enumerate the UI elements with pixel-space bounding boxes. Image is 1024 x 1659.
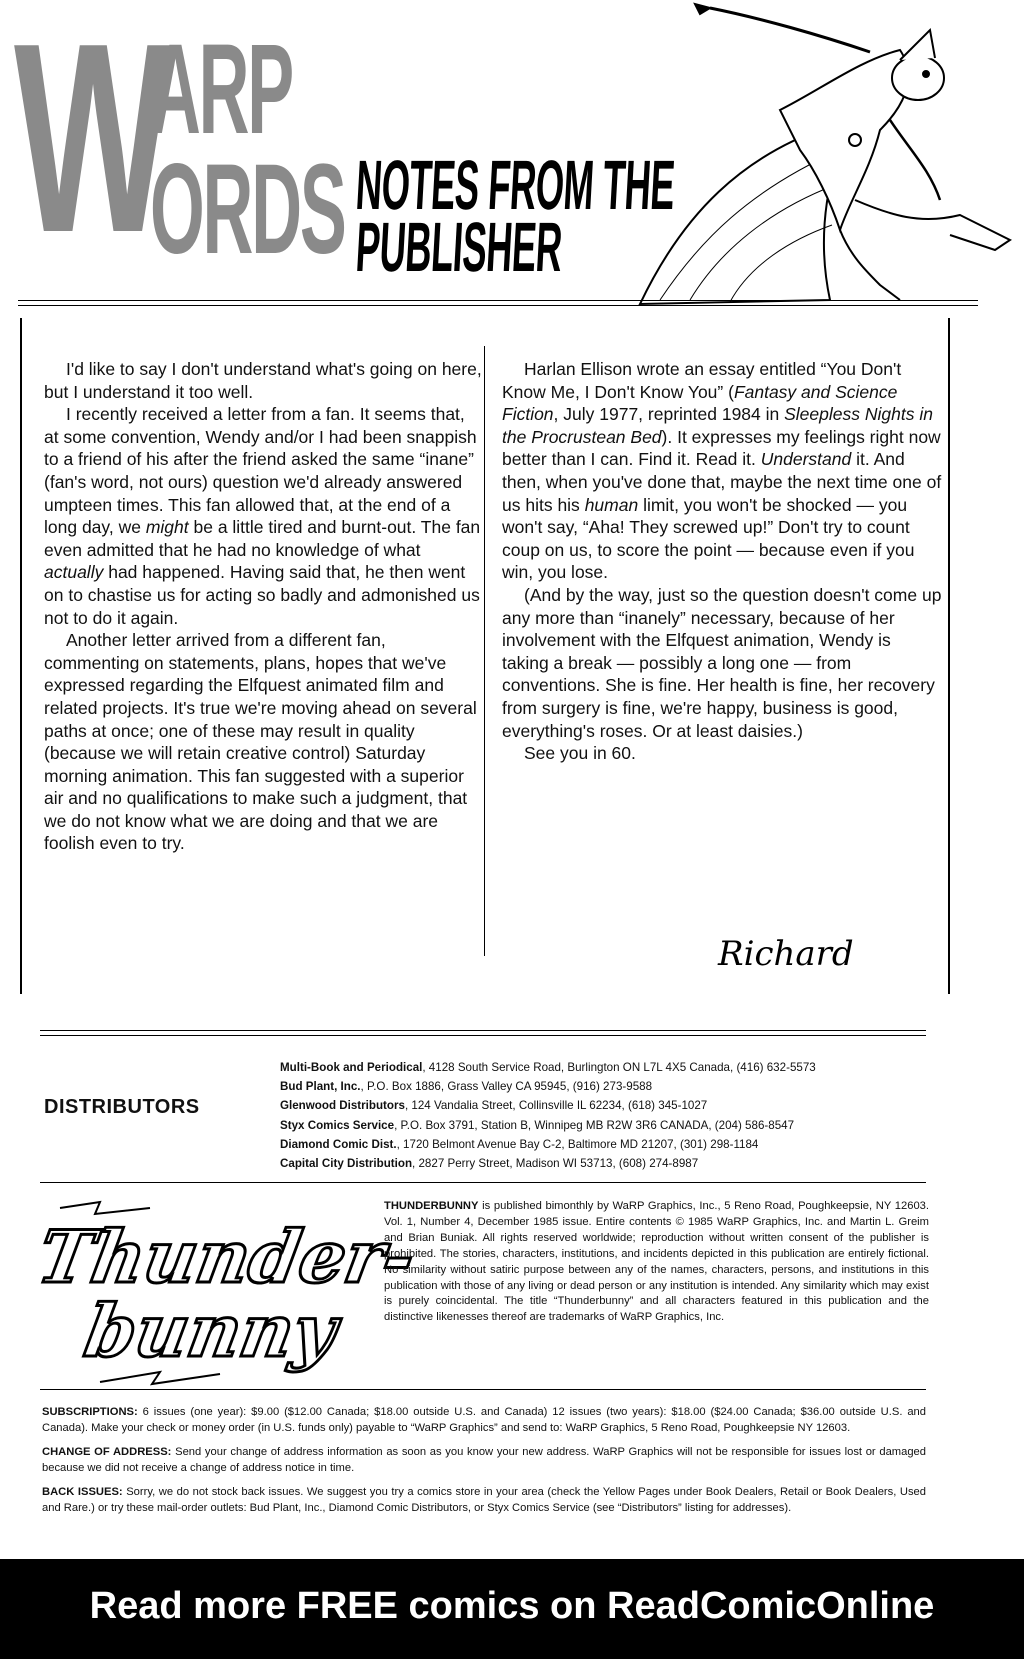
logo-word-ords: ORDS (150, 138, 345, 281)
article-paragraph (44, 629, 484, 855)
change-of-address-text: Send your change of address information as soon as you know your new address. WaRP Graphics will not be responsible for issues lost or damaged because we did not receive a change of address notice in time. (42, 1446, 926, 1474)
article-paragraph (44, 358, 484, 403)
distributor-address: , P.O. Box 3791, Station B, Winnipeg MB R2W 3R6 CANADA, (204) 586-8547 (394, 1118, 795, 1132)
distributors-divider (40, 1182, 926, 1183)
promo-banner-text[interactable]: Read more FREE comics on ReadComicOnline (89, 1585, 935, 1627)
italic-text: actually (44, 562, 104, 583)
distributor-entry (280, 1154, 930, 1173)
distributor-address: , 124 Vandalia Street, Collinsville IL 62234, (618) 345-1027 (404, 1099, 708, 1113)
distributor-entry (280, 1058, 930, 1077)
paragraph-text: be a little tired and burnt-out. The fan even admitted that he had no knowledge of what (44, 517, 481, 560)
logo-letter-w: W (14, 0, 170, 289)
logo-line-2: bunny (78, 1289, 343, 1374)
change-of-address-label: CHANGE OF ADDRESS: (42, 1446, 172, 1459)
distributor-entry (280, 1077, 930, 1096)
back-issues-label: BACK ISSUES: (42, 1486, 123, 1499)
publisher-signature (710, 925, 860, 985)
indicia-title: THUNDERBUNNY (384, 1200, 479, 1212)
distributor-address: , P.O. Box 1886, Grass Valley CA 95945, (916) 273-9588 (360, 1080, 653, 1094)
publication-indicia (384, 1199, 929, 1326)
column-divider (484, 346, 485, 956)
distributor-entry (280, 1096, 930, 1115)
paragraph-text: Harlan Ellison wrote an essay entitled “You Don't Know Me, I Don't Know You” ( (502, 359, 902, 402)
logo-line-1: Thunder- (31, 1215, 422, 1300)
distributor-entry (280, 1116, 930, 1135)
flying-hero-illustration (600, 0, 1024, 305)
signature-text: Richard (718, 934, 854, 974)
distributor-entry (280, 1135, 930, 1154)
publisher-notes-article (20, 318, 950, 994)
paragraph-text: I recently received a letter from a fan. It seems that, at some convention, Wendy and/or I had been snappish to a friend of his after the friend asked the same “inane” (fan's word, not ours) question we'd already answered umpteen times. This fan allowed that, at the end of a long day, we (44, 404, 477, 538)
masthead (0, 0, 1024, 300)
italic-text: human (584, 494, 639, 515)
article-paragraph (44, 403, 484, 629)
subscription-info (42, 1405, 926, 1526)
paragraph-text: limit, you won't be shocked — you won't say, “Aha! They screwed up!” Don't try to count coup on us, to score the point — because even if you win, you lose. (502, 494, 915, 583)
distributor-address: , 2827 Perry Street, Madison WI 53713, (608) 274-8987 (412, 1157, 699, 1171)
subtitle-line-1: NOTES FROM THE (353, 146, 677, 224)
italic-text: Understand (760, 449, 852, 470)
paragraph-text: See you in 60. (524, 743, 636, 764)
logo-word-arp: ARP (150, 18, 293, 161)
paragraph-text: I'd like to say I don't understand what's going on here, but I understand it too well. (44, 359, 482, 402)
distributor-name: Bud Plant, Inc. (280, 1080, 361, 1094)
article-paragraph (502, 584, 942, 742)
subtitle-line-2: PUBLISHER (353, 208, 564, 286)
paragraph-text: , July 1977, reprinted 1984 in (553, 404, 785, 425)
top-divider (18, 300, 978, 306)
distributor-name: Diamond Comic Dist. (280, 1137, 397, 1151)
distributors-heading: DISTRIBUTORS (44, 1096, 200, 1118)
italic-text: Sleepless Nights in the Procrustean Bed (502, 404, 933, 447)
subscriptions-text: 6 issues (one year): $9.00 ($12.00 Canada; $18.00 outside U.S. and Canada) 12 issues (two years): $18.00 ($24.00 Canada; $36.00 outside U.S. and Canada). Make your check or money order (in U.S. funds only) payable to “WaRP Graphics” and send to: WaRP Graphics, 5 Reno Road, Poughkeepsie NY 12603. (42, 1406, 926, 1434)
back-issues-paragraph (42, 1485, 926, 1516)
thunderbunny-logo (31, 1196, 422, 1386)
article-paragraph (502, 742, 942, 765)
indicia-divider (40, 1389, 926, 1390)
paragraph-text: ). It expresses my feelings right now better than I can. Find it. Read it. (502, 426, 941, 470)
article-right-column (502, 358, 942, 765)
subscriptions-paragraph (42, 1405, 926, 1436)
distributor-name: Glenwood Distributors (280, 1099, 405, 1113)
italic-text: might (145, 517, 189, 538)
distributor-name: Capital City Distribution (280, 1157, 413, 1171)
back-issues-text: Sorry, we do not stock back issues. We suggest you try a comics store in your area (check the Yellow Pages under Book Dealers, Retail or Book Dealers, Used and Rare.) or try these mail-order outlets: Bud Plant, Inc., Diamond Comic Distributors, or Styx Comics Service (see “Distributors” listing for addresses). (42, 1486, 927, 1514)
paragraph-text: (And by the way, just so the question doesn't come up any more than “inanely” necessary, because of her involvement with the Elfquest animation, Wendy is taking a break — possibly a long one — from conventions. She is fine. Her health is fine, her recovery from surgery is fine, we're happy, business is good, everything's roses. Or at least daisies.) (502, 584, 942, 741)
promo-banner[interactable] (0, 1559, 1024, 1659)
indicia-text: is published bimonthly by WaRP Graphics, Inc., 5 Reno Road, Poughkeepsie, NY 12603. Vol. 1, Number 4, December 1985 issue. Entire contents © 1985 WaRP Graphics, Inc. and Martin L. Greim and Brian Buniak. All rights reserved worldwide; reproduction without written consent of the publisher is prohibited. The stories, characters, institutions, and incidents depicted in this publication are entirely fictional. No similarity without satiric purpose between any of the names, characters, persons, and institutions in this publication with those of any living or dead person or any institution is intended. Any similarity which may exist is purely coincidental. The title “Thunderbunny” and all characters featured in this publication and the distinctive likenesses thereof are trademarks of WaRP Graphics, Inc. (384, 1200, 929, 1324)
middle-divider (40, 1030, 926, 1036)
article-paragraph (502, 358, 942, 584)
paragraph-text: Another letter arrived from a different fan, commenting on statements, plans, hopes that we've expressed regarding the Elfquest animated film and related projects. It's true we're moving ahead on several paths at once; one of these may result in quality (because we will retain creative control) Saturday morning animation. This fan suggested with a superior air and no qualifications to make such a judgment, that we do not know what we are doing and that we are foolish even to try. (44, 630, 477, 854)
subscriptions-label: SUBSCRIPTIONS: (42, 1406, 138, 1418)
change-of-address-paragraph (42, 1445, 926, 1476)
distributor-name: Multi-Book and Periodical (280, 1061, 423, 1074)
distributor-name: Styx Comics Service (280, 1118, 395, 1132)
paragraph-text: had happened. Having said that, he then went on to chastise us for acting so badly and admonished us not to do it again. (44, 562, 480, 628)
paragraph-text: it. And then, when you've done that, maybe the next time one of us hits his (502, 449, 942, 515)
article-left-column (44, 358, 484, 855)
italic-text: Fantasy and Science Fiction (502, 381, 898, 425)
distributor-address: , 1720 Belmont Avenue Bay C-2, Baltimore MD 21207, (301) 298-1184 (396, 1137, 759, 1151)
distributor-address: , 4128 South Service Road, Burlington ON L7L 4X5 Canada, (416) 632-5573 (422, 1061, 816, 1074)
distributor-list (280, 1058, 930, 1173)
